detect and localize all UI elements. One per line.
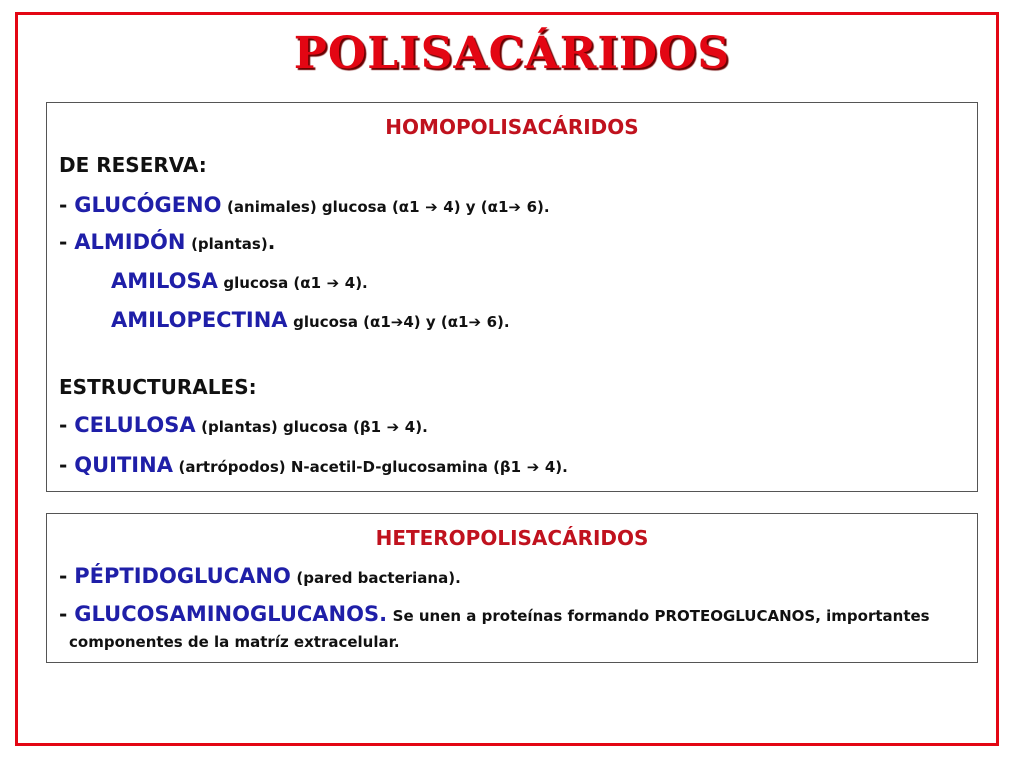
bullet-dash: -: [59, 193, 75, 217]
hetero-heading: HETEROPOLISACÁRIDOS: [375, 526, 649, 550]
celulosa-line: [59, 413, 428, 437]
peptidoglucano-term: PÉPTIDOGLUCANO: [74, 564, 291, 588]
arrow-icon: ➔: [326, 274, 340, 292]
amilopectina-note-a: glucosa (α1: [293, 313, 391, 331]
amilopectina-term: AMILOPECTINA: [111, 308, 288, 332]
amilopectina-line: [111, 308, 510, 332]
amilopectina-note-c: 6).: [486, 313, 510, 331]
glucogeno-note-a: (animales) glucosa (α1: [227, 198, 420, 216]
bullet-dash: -: [59, 564, 75, 588]
quitina-note-b: 4).: [544, 458, 568, 476]
reserva-label: DE RESERVA:: [59, 153, 207, 177]
homo-heading: HOMOPOLISACÁRIDOS: [385, 115, 639, 139]
peptidoglucano-line: [59, 564, 461, 588]
glucosaminoglucanos-line: [59, 602, 930, 626]
heteropolysaccharides-box: [46, 513, 978, 663]
almidon-line: [59, 230, 275, 254]
quitina-term: QUITINA: [74, 453, 173, 477]
peptidoglucano-note: (pared bacteriana).: [296, 569, 461, 587]
quitina-line: [59, 453, 568, 477]
arrow-icon: ➔: [386, 418, 400, 436]
estructurales-label: ESTRUCTURALES:: [59, 375, 257, 399]
celulosa-note-a: (plantas) glucosa (β1: [201, 418, 382, 436]
slide-title: POLISACÁRIDOS: [293, 28, 731, 79]
bullet-dash: -: [59, 230, 75, 254]
celulosa-term: CELULOSA: [74, 413, 196, 437]
arrow-icon: ➔: [468, 313, 482, 331]
amilopectina-note-b: 4) y (α1: [403, 313, 469, 331]
almidon-note: (plantas): [191, 235, 268, 253]
glucosaminoglucanos-continuation: [69, 632, 400, 651]
bullet-dash: -: [59, 413, 75, 437]
glucosaminoglucanos-term: GLUCOSAMINOGLUCANOS.: [74, 602, 388, 626]
glucogeno-note-c: 6).: [526, 198, 550, 216]
almidon-end: .: [267, 230, 276, 254]
bullet-dash: -: [59, 602, 75, 626]
arrow-icon: ➔: [390, 313, 404, 331]
bullet-dash: -: [59, 453, 75, 477]
quitina-note-a: (artrópodos) N-acetil-D-glucosamina (β1: [178, 458, 522, 476]
almidon-term: ALMIDÓN: [74, 230, 186, 254]
glucogeno-note-b: 4) y (α1: [443, 198, 509, 216]
amilosa-note-a: glucosa (α1: [223, 274, 322, 292]
amilosa-note-b: 4).: [344, 274, 368, 292]
celulosa-note-b: 4).: [404, 418, 428, 436]
glucogeno-line: [59, 193, 550, 217]
glucosaminoglucanos-note-b: componentes de la matríz extracelular.: [69, 633, 400, 651]
glucogeno-term: GLUCÓGENO: [74, 193, 222, 217]
arrow-icon: ➔: [425, 198, 438, 216]
arrow-icon: ➔: [526, 458, 540, 476]
amilosa-line: [111, 269, 368, 293]
homopolysaccharides-box: [46, 102, 978, 492]
amilosa-term: AMILOSA: [111, 269, 218, 293]
arrow-icon: ➔: [508, 198, 521, 216]
glucosaminoglucanos-note-a: Se unen a proteínas formando PROTEOGLUCANOS, importantes: [392, 607, 930, 625]
